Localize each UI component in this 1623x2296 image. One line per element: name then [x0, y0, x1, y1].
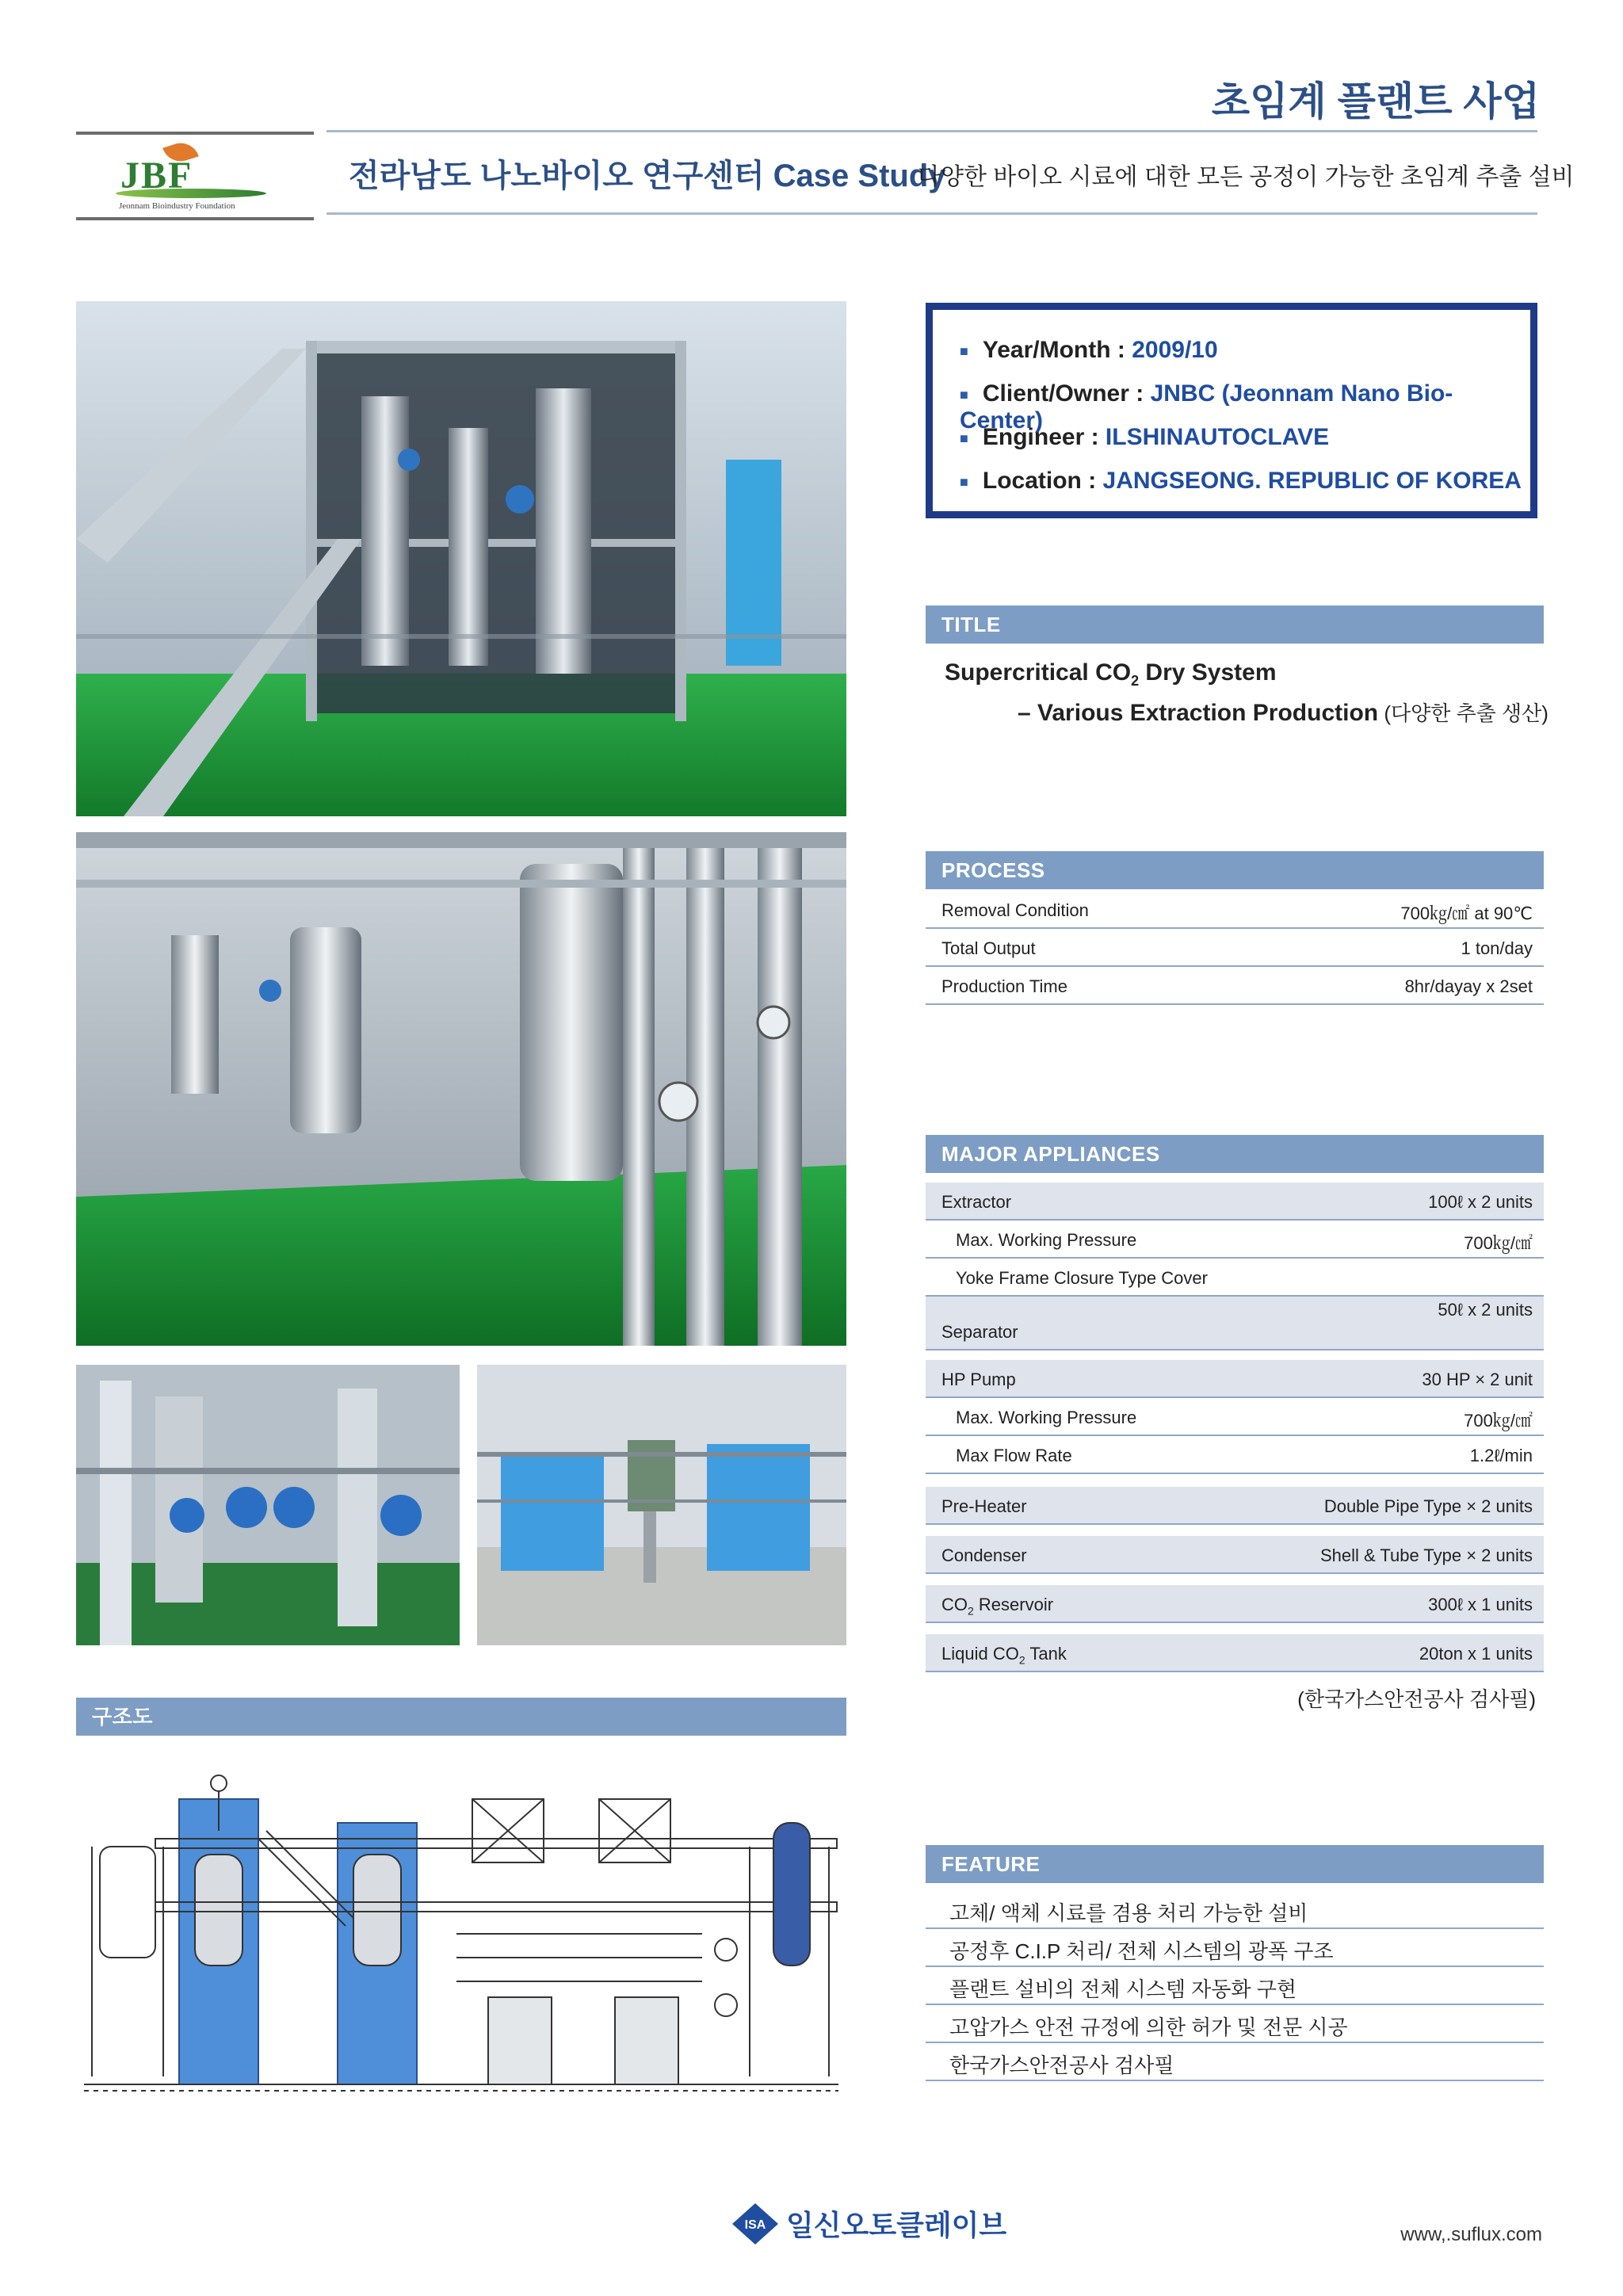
logo-text: JBF — [120, 155, 193, 197]
feature-item: 고압가스 안전 규정에 의한 허가 및 전문 시공 — [926, 2005, 1544, 2043]
appliance-row-tank: Liquid $CO_2$ Tank 20ton x 1 units — [926, 1634, 1544, 1672]
structure-heading: 구조도 — [76, 1698, 846, 1736]
bullet-icon: ■ — [960, 430, 968, 446]
plant-photo-1 — [76, 301, 846, 816]
appliance-row-hp-pump: HP Pump 30 HP × 2 unit — [926, 1360, 1544, 1398]
bullet-icon: ■ — [960, 473, 968, 490]
structure-diagram — [76, 1752, 846, 2100]
info-engineer: ■ Engineer : ILSHINAUTOCLAVE — [960, 424, 1330, 450]
appliance-row-ext-cover: Yoke Frame Closure Type Cover — [926, 1259, 1544, 1297]
feature-item: 플랜트 설비의 전체 시스템 자동화 구현 — [926, 1967, 1544, 2005]
title-heading: TITLE — [926, 606, 1544, 644]
system-title: Supercritical $CO_2$ Dry System — [945, 659, 1277, 689]
feature-item: 공정후 C.I.P 처리/ 전체 시스템의 광폭 구조 — [926, 1929, 1544, 1967]
info-location: ■ Location : JANGSEONG. REPUBLIC OF KOREA — [960, 468, 1522, 494]
header-divider-top — [327, 130, 1537, 132]
feature-item: 한국가스안전공사 검사필 — [926, 2043, 1544, 2081]
feature-heading: FEATURE — [926, 1845, 1544, 1883]
appliances-heading: MAJOR APPLIANCES — [926, 1135, 1544, 1173]
company-logo-icon — [731, 2202, 780, 2250]
jbf-logo — [76, 132, 314, 220]
category-title: 초임계 플랜트 사업 — [1211, 79, 1540, 124]
header-divider-bottom — [327, 212, 1537, 215]
bullet-icon: ■ — [960, 342, 968, 359]
appliance-row-condenser: Condenser Shell & Tube Type × 2 units — [926, 1536, 1544, 1574]
process-row: Total Output 1 ton/day — [926, 929, 1544, 967]
process-heading: PROCESS — [926, 851, 1544, 889]
info-client: ■ Client/Owner : JNBC (Jeonnam Nano Bio-Center) — [960, 380, 1453, 434]
appliance-row-ext-pressure: Max. Working Pressure 700㎏/㎠ — [926, 1221, 1544, 1259]
appliance-row-separator: Separator 50ℓ x 2 units — [926, 1297, 1544, 1350]
appliance-row-pump-pressure: Max. Working Pressure 700㎏/㎠ — [926, 1398, 1544, 1436]
bullet-icon: ■ — [960, 386, 968, 403]
company-name: 일신오토클레이브 — [786, 2209, 1007, 2241]
appliance-row-pump-flow: Max Flow Rate 1.2ℓ/min — [926, 1436, 1544, 1474]
process-row: Production Time 8hr/dayay x 2set — [926, 967, 1544, 1005]
info-year: ■ Year/Month : 2009/10 — [960, 337, 1218, 363]
svg-text:ISA: ISA — [744, 2218, 766, 2232]
appliance-row-preheater: Pre-Heater Double Pipe Type × 2 units — [926, 1487, 1544, 1525]
plant-photo-2 — [76, 832, 846, 1346]
company-url[interactable]: www,.suflux.com — [1400, 2224, 1542, 2245]
plant-photo-3 — [76, 1365, 460, 1645]
case-study-title: 전라남도 나노바이오 연구센터 Case Study — [349, 159, 946, 193]
process-row: Removal Condition 700㎏/㎠ at 90℃ — [926, 891, 1544, 929]
system-subtitle: – Various Extraction Production (다양한 추출 생산) — [1018, 700, 1549, 726]
inspection-note: (한국가스안전공사 검사필) — [1297, 1687, 1536, 1711]
logo-subtitle: Jeonnam Bioindustry Foundation — [119, 201, 235, 211]
plant-photo-4 — [477, 1365, 846, 1645]
appliance-row-reservoir: $CO_2$ Reservoir 300ℓ x 1 units — [926, 1585, 1544, 1623]
case-study-subtitle: 다양한 바이오 시료에 대한 모든 공정이 가능한 초임계 추출 설비 — [918, 164, 1575, 190]
appliance-row-extractor: Extractor 100ℓ x 2 units — [926, 1182, 1544, 1221]
project-info-box — [926, 303, 1537, 518]
feature-item: 고체/ 액체 시료를 겸용 처리 가능한 설비 — [926, 1891, 1544, 1929]
